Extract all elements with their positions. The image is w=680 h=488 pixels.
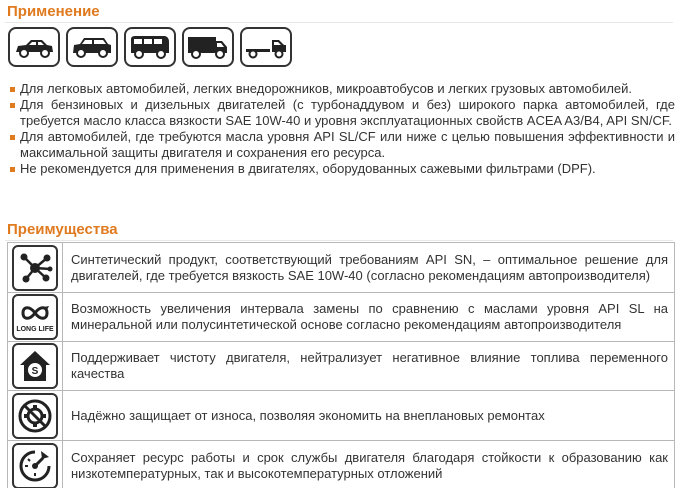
advantage-row <box>8 293 674 342</box>
long-life-label: LONG LIFE <box>16 326 54 333</box>
engine-cleanliness-icon <box>12 343 58 389</box>
molecule-icon <box>12 245 58 291</box>
application-item: Для автомобилей, где требуются масла уровня API SL/CF или ниже с целью повышения эффективности и максимальной защиты двигателя и сохранения его ресурса. <box>9 129 675 161</box>
application-item: Не рекомендуется для применения в двигателях, оборудованных сажевыми фильтрами (DPF). <box>9 161 675 177</box>
minibus-icon <box>124 27 176 67</box>
advantages-title: Преимущества <box>7 221 118 238</box>
advantage-text: Возможность увеличения интервала замены по сравнению с маслами уровня API SL на минеральной или полусинтетической основе согласно рекомендациям автопроизводителя <box>71 301 668 332</box>
title-divider <box>5 240 673 241</box>
light-truck-icon <box>240 27 292 67</box>
title-divider <box>5 22 673 23</box>
application-item: Для легковых автомобилей, легких внедорожников, микроавтобусов и легких грузовых автомобилей. <box>9 81 675 97</box>
vehicle-icons-row <box>8 27 292 67</box>
application-title: Применение <box>7 3 100 20</box>
no-wear-gear-icon <box>12 393 58 439</box>
advantage-row <box>8 441 674 488</box>
advantage-row <box>8 342 674 391</box>
application-list <box>9 81 675 177</box>
advantages-table <box>7 242 675 488</box>
advantage-text: Синтетический продукт, соответствующий требованиям API SN, – оптимальное решение для двигателей, где требуется вязкость SAE 10W-40 (согласно рекомендациям автопроизводителя) <box>71 251 668 283</box>
long-life-icon <box>12 294 58 340</box>
advantage-text: Поддерживает чистоту двигателя, нейтрализует негативное влияние топлива переменного качества <box>71 350 668 381</box>
application-item: Для бензиновых и дизельных двигателей (с турбонаддувом и без) широкого парка автомобилей, где требуется масло класса вязкости SAE 10W-40 и уровня эксплуатационных свойств ACEA A3/B4, API SN/CF. <box>9 97 675 129</box>
advantage-text: Сохраняет ресурс работы и срок службы двигателя благодаря стойкости к образованию как низкотемпературных, так и высокотемпературных отложений <box>71 449 668 481</box>
passenger-car-icon <box>8 27 60 67</box>
advantage-row <box>8 243 674 293</box>
advantage-text: Надёжно защищает от износа, позволяя экономить на внеплановых ремонтах <box>71 407 545 423</box>
advantage-row <box>8 391 674 441</box>
cleanliness-label: S <box>31 366 39 377</box>
suv-icon <box>66 27 118 67</box>
gauge-timer-icon <box>12 443 58 488</box>
van-icon <box>182 27 234 67</box>
